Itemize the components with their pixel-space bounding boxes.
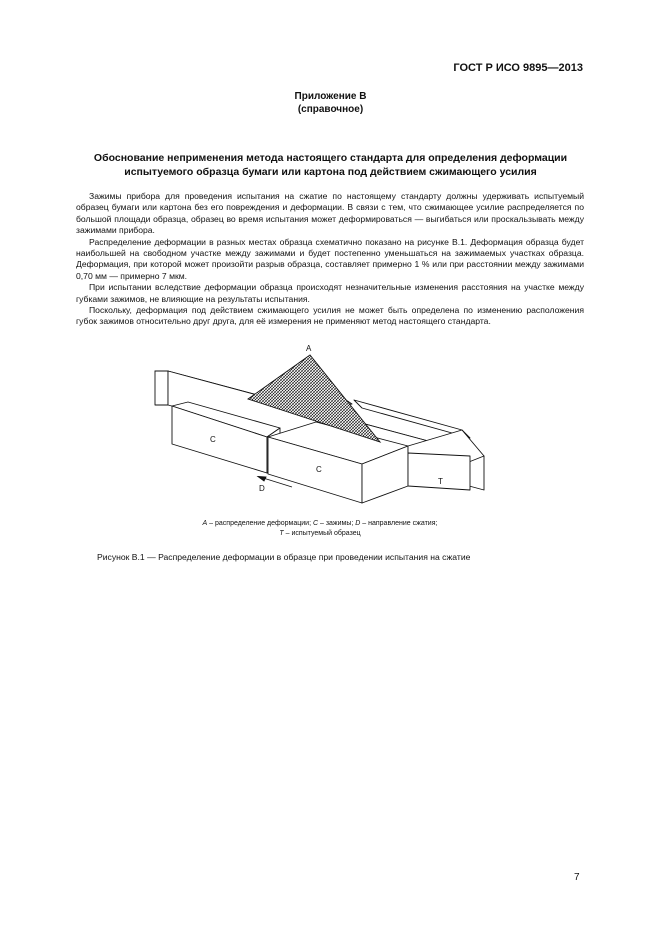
paragraph-1: Зажимы прибора для проведения испытания на сжатие по настоящему стандарту должны удерживать испытуемый образец бумаги или картона без его повреждения и деформации. В связи с тем, что сжимающее усилие распределяется по большой площади образца, образец во время испытания может деформироваться — выгибаться или проскальзывать между зажимами прибора. — [76, 191, 584, 236]
sample-strip-end — [155, 371, 168, 405]
paragraph-3: При испытании вследствие деформации образца происходят незначительные изменения расстояния на участке между губками зажимов, не влияющие на результаты испытания. — [76, 282, 584, 304]
label-d: D — [259, 484, 265, 493]
annex-heading — [0, 90, 661, 116]
legend-line-2: T – испытуемый образец — [279, 530, 361, 537]
section-title-line-2: испытуемого образца бумаги или картона под действием сжимающего усилия — [124, 166, 537, 178]
figure-caption: Рисунок В.1 — Распределение деформации в образце при проведении испытания на сжатие — [97, 552, 471, 562]
body-text — [76, 191, 584, 328]
label-t: T — [438, 477, 443, 486]
label-c-right: C — [316, 465, 322, 474]
page-number: 7 — [574, 872, 580, 883]
annex-subtitle: (справочное) — [297, 104, 364, 115]
label-c-left: C — [210, 435, 216, 444]
paragraph-4: Поскольку, деформация под действием сжимающего усилия не может быть определена по изменению расположения губок зажимов относительно друг друга, для её измерения не применяют метод настоящего стандарта. — [76, 305, 584, 327]
annex-title: Приложение В — [294, 91, 367, 102]
section-title-line-1: Обоснование неприменения метода настоящего стандарта для определения деформации — [93, 152, 568, 164]
paragraph-2: Распределение деформации в разных местах образца схематично показано на рисунке В.1. Деформация образца будет наибольшей на свободном участке между зажимами и будет постепенно уменьшаться на зажимаемых участках образца. Деформация, при которой может произойти разрыв образца, составляет примерно 1 % или при расстоянии между зажимами 0,70 мм — примерно 7 мкм. — [76, 236, 584, 281]
figure-legend — [0, 519, 640, 539]
label-a: A — [306, 344, 312, 353]
standard-designation: ГОСТ Р ИСО 9895—2013 — [453, 62, 583, 74]
legend-line-1: A – распределение деформации; C – зажимы; D – направление сжатия; — [202, 520, 438, 527]
section-title — [60, 151, 601, 179]
figure-b1-diagram — [140, 338, 500, 508]
